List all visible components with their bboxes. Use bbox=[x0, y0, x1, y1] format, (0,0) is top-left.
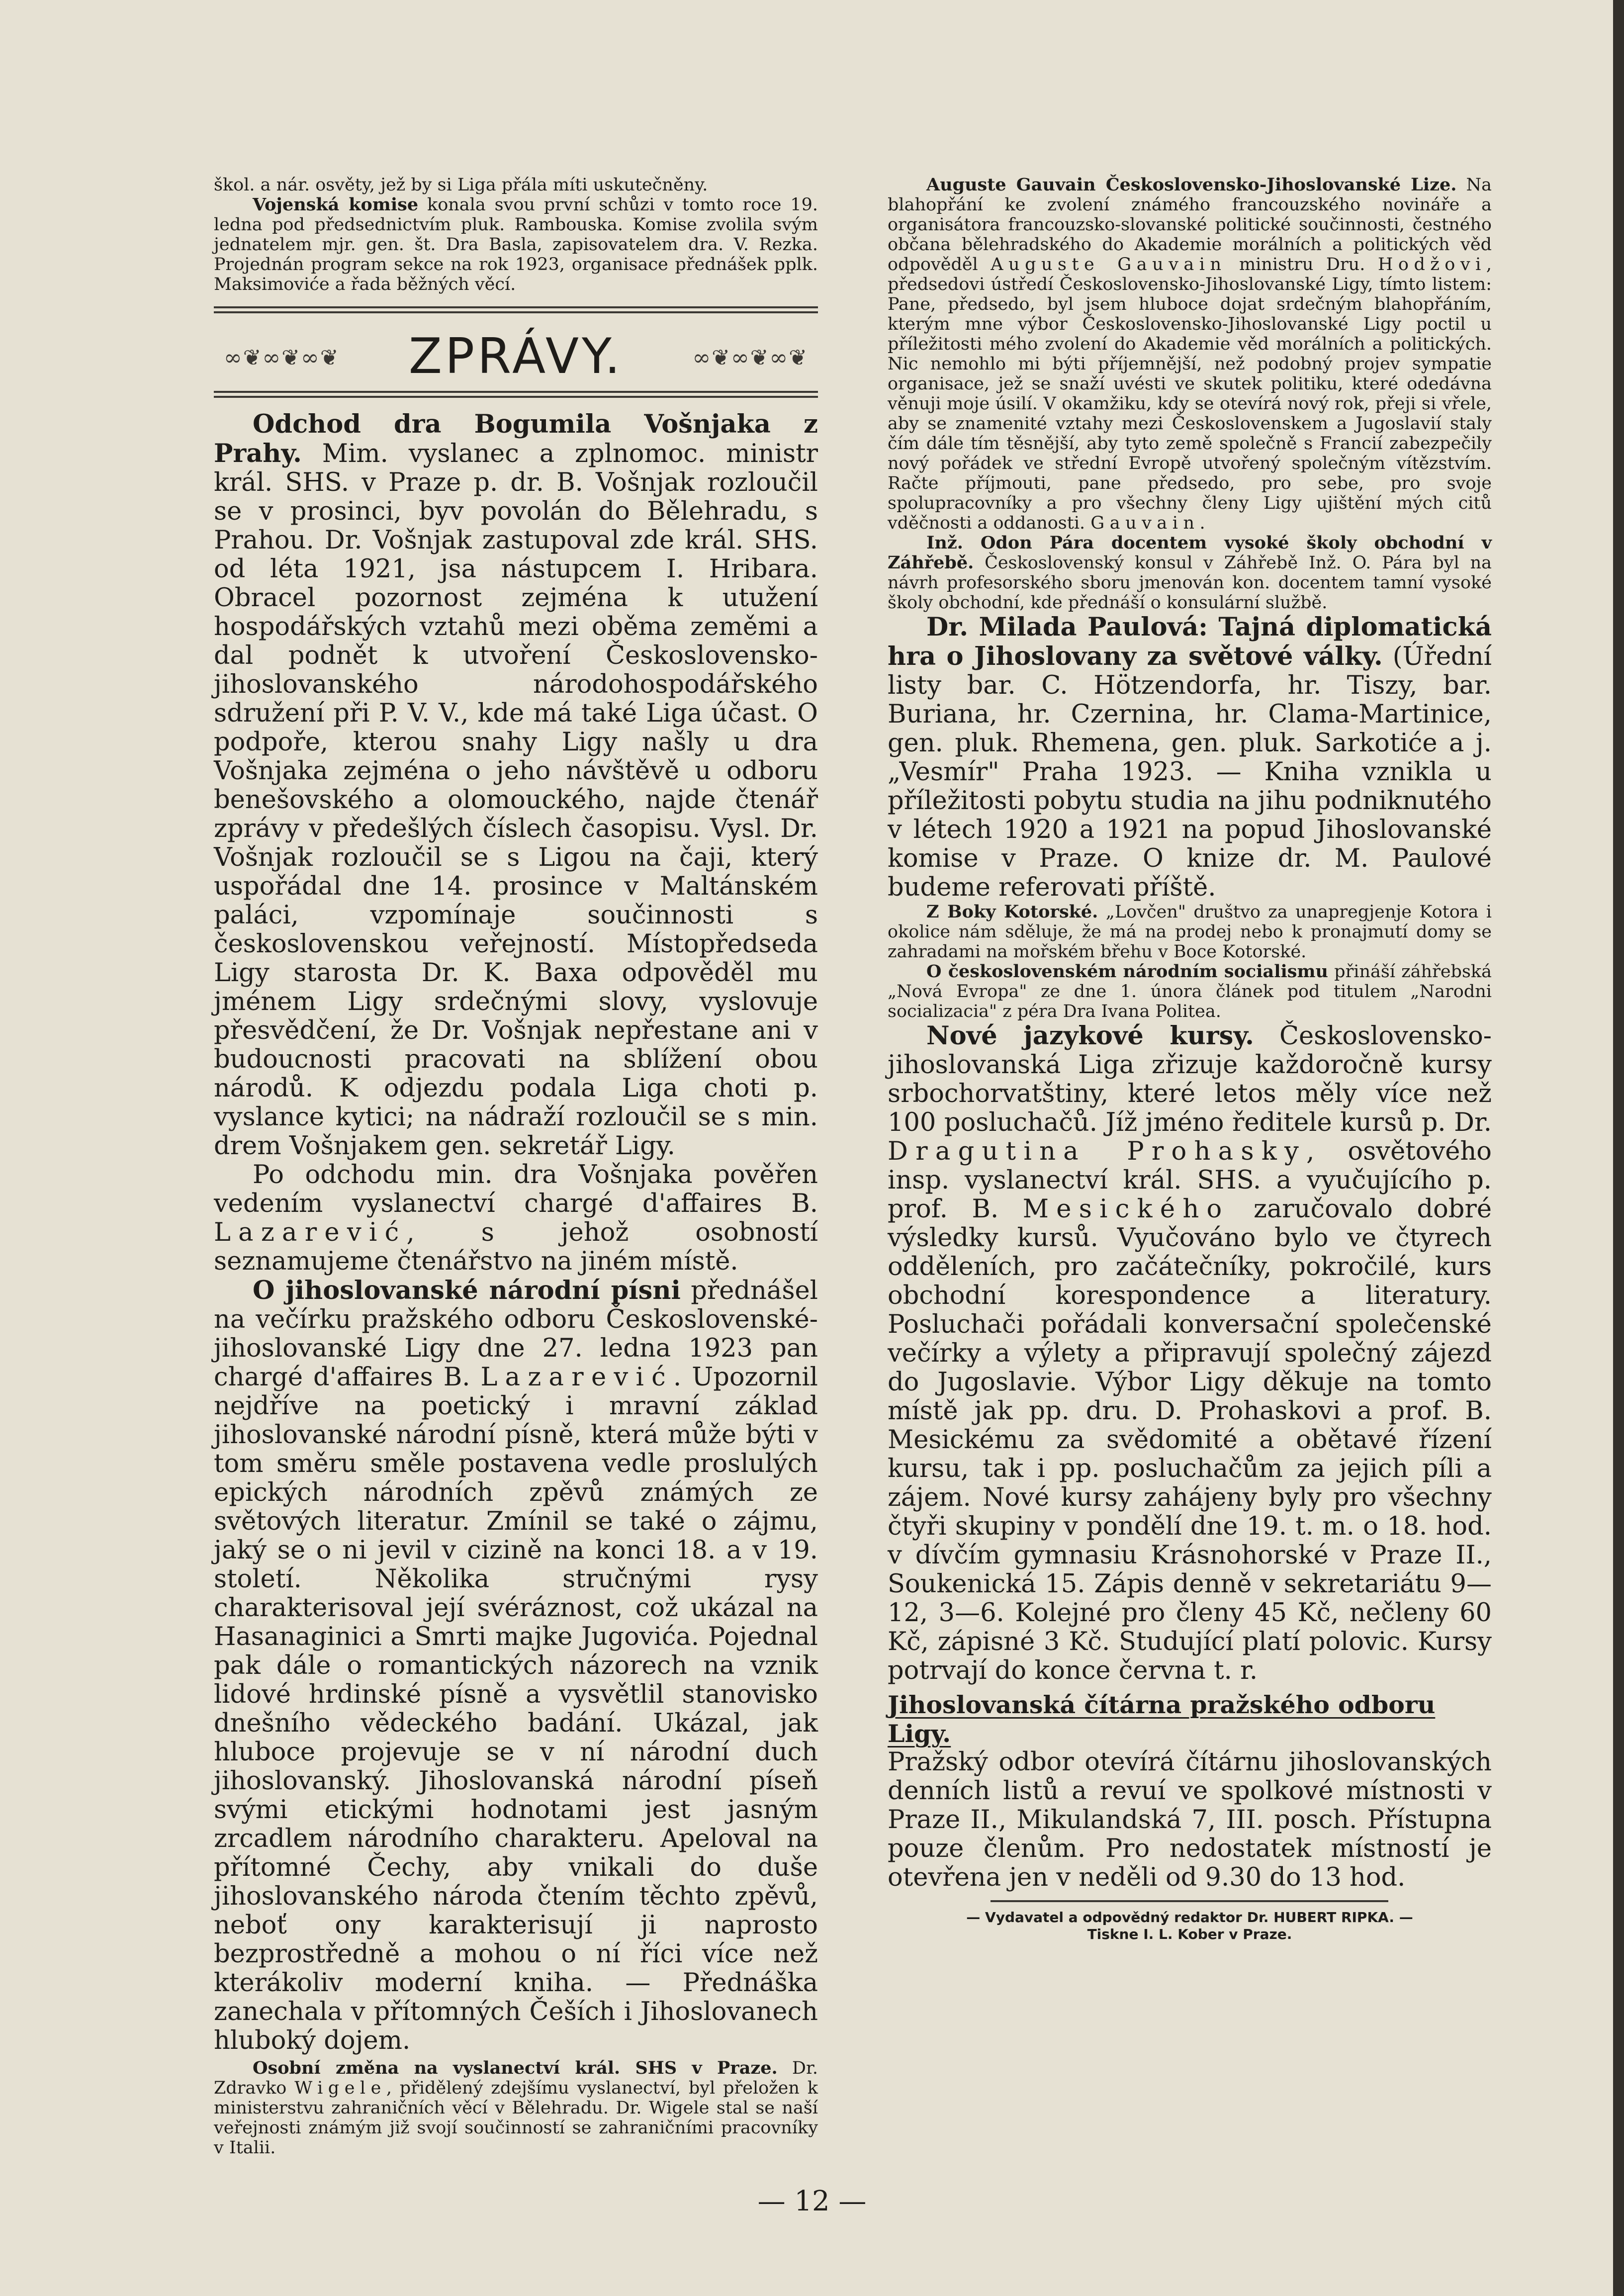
gauvain-text-3: , předsedovi ústředí Československo-Jihoslovanské Ligy, tímto listem: Pane, předsedo, byl jsem hluboce dojat srdečným blahopřáním, kterým mne výbor Československo-Jihoslovanské Ligy poctil u příležitosti mého zvolení do Akademie věd morálních a politických. Nic nemohlo mi býti příjemnější, než podobný projev sympatie organisace, jež se snaží uvésti ve skutek politiku, které odedávna věnuji moje úsilí. V okamžiku, kdy se otevírá nový rok, přeji si vřele, aby se znamenité vztahy mezi Československem a Jugoslavií staly čím dále tím těsnější, aby tyto země společně s Francií zabezpečily nový pořádek ve střední Evropě utvořený společným vítězstvím. Račte příjmouti, pane předsedo, pro sebe, pro svoje spolupracovníky a pro všechny členy Ligy ujištění mých citů vděčnosti a oddanosti. bbox=[888, 255, 1492, 533]
gauvain-signature: Gauvain. bbox=[1090, 513, 1211, 533]
imprint-printer: Tiskne I. L. Kober v Praze. bbox=[1087, 1926, 1292, 1942]
binding-edge bbox=[1613, 0, 1624, 2296]
kursy-item bbox=[888, 1021, 1492, 1685]
boky-title: Z Boky Kotorské. bbox=[926, 902, 1098, 922]
gauvain-item bbox=[888, 175, 1492, 533]
rule-bottom-1 bbox=[214, 391, 818, 393]
osobni-zmena-text: Dr. Zdravko bbox=[214, 2058, 818, 2098]
boky-text: „Lovčen" društvo za unapregjenje Kotora i okolice nám sděluje, že má na prodej nebo k pronajmutí domy se zahradami na mořském břehu v Boce Kotorské. bbox=[888, 902, 1492, 962]
osobni-zmena-name: Wigele bbox=[294, 2078, 386, 2098]
vosnjak-title: Odchod dra Bogumila Vošnjaka z Prahy. bbox=[214, 409, 818, 468]
vosnjak-p2-name: Lazarević bbox=[214, 1218, 407, 1247]
citarna-heading bbox=[888, 1690, 1492, 1748]
gauvain-title: Auguste Gauvain Československo-Jihoslovanské Lize. bbox=[926, 175, 1457, 195]
pisni-item bbox=[214, 1276, 818, 2055]
paulova-item bbox=[888, 613, 1492, 902]
pisni-text: přednášel na večírku pražského odboru Československé-jihoslovanské Ligy dne 27. ledna 1923 pan chargé d'affaires B. bbox=[214, 1276, 818, 1392]
vosnjak-item bbox=[214, 410, 818, 1161]
vosnjak-text: Mim. vyslanec a zplnomoc. ministr král. SHS. v Praze p. dr. B. Vošnjak rozloučil se v prosinci, byv povolán do Bělehradu, s Prahou. Dr. Vošnjak zastupoval zde král. SHS. od léta 1921, jsa nástupcem I. Hribara. Obracel pozornost zejména k utužení hospodářských vztahů mezi oběma zeměmi a dal podnět k utvoření Československo-jihoslovanského národohospodářského sdružení při P. V. V., kde má také Liga účast. O podpoře, kterou snahy Ligy našly u dra Vošnjaka zejména o jeho návštěvě u odboru benešovského a olomouckého, najde čtenář zprávy v předešlých číslech časopisu. Vysl. Dr. Vošnjak rozloučil se s Ligou na čaji, který uspořádal dne 14. prosince v Maltánském paláci, vzpomínaje součinnosti s československou veřejností. Místopředseda Ligy starosta Dr. K. Baxa odpověděl mu jménem Ligy srdečnými slovy, vyslovuje přesvědčení, že Dr. Vošnjak nepřestane ani v budoucnosti pracovati na sblížení obou národů. K odjezdu podala Liga choti p. vyslance kytici; na nádraží rozloučil se s min. drem Vošnjakem gen. sekretář Ligy. bbox=[214, 439, 818, 1161]
kursy-title: Nové jazykové kursy. bbox=[926, 1021, 1254, 1051]
vojenska-komise-text: konala svou první schůzi v tomto roce 19. ledna pod předsednictvím pluk. Rambouska. Komise zvolila svým jednatelem mjr. gen. št. Dra Basla, zapisovatelem dra. V. Rezka. Projednán program sekce na rok 1923, organisace přednášek pplk. Maksimoviće a řada běžných věcí. bbox=[214, 195, 818, 294]
section-heading bbox=[214, 301, 818, 401]
para-text: Československý konsul v Záhřebě Inž. O. Pára byl na návrh profesorského sboru jmenován kon. docentem tamní vysoké školy obchodní, kde přednáší o konsulární službě. bbox=[888, 553, 1492, 613]
rule-top-2 bbox=[214, 311, 818, 313]
paulova-text: (Úřední listy bar. C. Hötzendorfa, hr. Tiszy, bar. Buriana, hr. Czernina, hr. Clama-Martinice, gen. pluk. Rhemena, gen. pluk. Sarkotiće a j. „Vesmír" Praha 1923. — Kniha vznikla u příležitosti pobytu studia na jihu podniknutého v létech 1920 a 1921 na popud Jihoslovanské komise v Praze. O knize dr. M. Paulové budeme referovati příště. bbox=[888, 642, 1492, 902]
rule-top-1 bbox=[214, 306, 818, 308]
left-column bbox=[214, 175, 818, 2158]
ornament-left-icon: ∞❦∞❦∞❦ bbox=[224, 345, 340, 370]
socialismus-title: O československém národním socialismu bbox=[926, 961, 1328, 982]
socialismus-text: přináší záhřebská „Nová Evropa" ze dne 1. února článek pod titulem „Narodni socializacia" z péra Dra Ivana Politea. bbox=[888, 962, 1492, 1021]
gauvain-name-1: Auguste Gauvain bbox=[991, 255, 1227, 275]
socialismus-item bbox=[888, 962, 1492, 1021]
gauvain-text: Na blahopřání ke zvolení známého francouzského novináře a organisátora francouzsko-slovanské politické součinnosti, čestného občana bělehradského do Akademie morálních a politických věd odpověděl bbox=[888, 175, 1492, 275]
rule-bottom-2 bbox=[214, 396, 818, 398]
right-column bbox=[888, 175, 1492, 1943]
osobni-zmena-item bbox=[214, 2058, 818, 2158]
pisni-title: O jihoslovanské národní písni bbox=[253, 1276, 681, 1305]
citarna-text: Pražský odbor otevírá čítárnu jihoslovanských denních listů a revuí ve spolkové místnosti v Praze II., Mikulandská 7, III. posch. Přístupna pouze členům. Pro nedostatek místností je otevřena jen v neděli od 9.30 do 13 hod. bbox=[888, 1747, 1492, 1892]
page-number: — 12 — bbox=[757, 2185, 867, 2217]
kursy-text-2: , osvětového insp. vyslanectví král. SHS. a vyučujícího p. prof. B. bbox=[888, 1137, 1492, 1224]
intro-text: škol. a nár. osvěty, jež by si Liga přála míti uskutečněny. bbox=[214, 175, 708, 195]
pisni-text-end: . Upozornil nejdříve na poetický i mravní základ jihoslovanské národní písně, která může býti v tom směru směle postavena vedle proslulých epických národních zpěvů známých ze světových literatur. Zmínil se také o zájmu, jaký se o ni jevil v cizině na konci 18. a v 19. století. Několika stručnými rysy charakterisoval její svéráznost, což ukázal na Hasanaginici a Smrti majke Jugovića. Pojednal pak dále o romantických názorech na vznik lidové hrdinské písně a vysvětlil stanovisko dnešního vědeckého badání. Ukázal, jak hluboce projevuje se v ní národní duch jihoslovanský. Jihoslovanská národní píseň svými etickými hodnotami jest jasným zrcadlem národního charakteru. Apeloval na přítomné Čechy, aby vnikali do duše jihoslovanského národa čtením těchto zpěvů, neboť ony karakterisují ji naprosto bezprostředně a mohou o ní říci více než kterákoliv moderní kniha. — Přednáška zanechala v přítomných Češích i Jihoslovanech hluboký dojem. bbox=[214, 1363, 818, 2055]
osobni-zmena-text-end: , přidělený zdejšímu vyslanectví, byl přeložen k ministerstvu zahraničních věcí v Bělehradu. Dr. Wigele stal se naší veřejnosti známým již svojí součinností se zahraničními pracovníky v Italii. bbox=[214, 2078, 818, 2158]
osobni-zmena-title: Osobní změna na vyslanectví král. SHS v Praze. bbox=[253, 2058, 778, 2078]
gauvain-name-2: Hodžovi bbox=[1377, 255, 1486, 275]
vosnjak-item-2 bbox=[214, 1161, 818, 1276]
kursy-name-1: Dragutina Prohasky bbox=[888, 1137, 1307, 1166]
vosnjak-p2-text-end: , s jehož osobností seznamujeme čtenářstvo na jiném místě. bbox=[214, 1218, 818, 1276]
imprint-rule bbox=[991, 1900, 1388, 1902]
imprint-publisher: — Vydavatel a odpovědný redaktor Dr. HUBERT RIPKA. — bbox=[966, 1909, 1413, 1926]
section-title: ZPRÁVY. bbox=[408, 328, 624, 385]
kursy-text: Československo-jihoslovanská Liga zřizuje každoročně kursy srbochorvatštiny, které letos měly více než 100 posluchačů. Jíž jméno ředitele kursů p. Dr. bbox=[888, 1021, 1492, 1137]
citarna-title: Jihoslovanská čítárna pražského odboru Ligy. bbox=[888, 1690, 1436, 1748]
pisni-name: Lazarević bbox=[480, 1363, 674, 1392]
paulova-title: Dr. Milada Paulová: Tajná diplomatická hra o Jihoslovany za světové války. bbox=[888, 612, 1492, 671]
boky-item bbox=[888, 902, 1492, 962]
kursy-name-2: Mesického bbox=[1022, 1194, 1230, 1224]
gauvain-text-2: ministru Dru. bbox=[1226, 255, 1365, 275]
vojenska-komise-title: Vojenská komise bbox=[253, 194, 419, 215]
vojenska-komise-item bbox=[214, 195, 818, 294]
vosnjak-p2-text: Po odchodu min. dra Vošnjaka pověřen vedením vyslanectví chargé d'affaires B. bbox=[214, 1160, 818, 1218]
para-item bbox=[888, 533, 1492, 613]
ornament-right-icon: ∞❦∞❦∞❦ bbox=[692, 345, 808, 370]
para-title: Inž. Odon Pára docentem vysoké školy obchodní v Záhřebě. bbox=[888, 533, 1492, 573]
kursy-text-3: zaručovalo dobré výsledky kursů. Vyučováno bylo ve čtyrech odděleních, pro začátečníky, pokročilé, kurs obchodní korespondence a literatury. Posluchači pořádali konversační společenské večírky a výlety a připravují společný zájezd do Jugoslavie. Výbor Ligy děkuje na tomto místě jak pp. dru. D. Prohaskovi a prof. B. Mesickému za svědomité a obětavé řízení kursu, tak i pp. posluchačům za jejich píli a zájem. Nové kursy zahájeny byly pro všechny čtyři skupiny v pondělí dne 19. t. m. o 18. hod. v dívčím gymnasiu Krásnohorské v Praze II., Soukenická 15. Zápis denně v sekretariátu 9—12, 3—6. Kolejné pro členy 45 Kč, nečleny 60 Kč, zápisné 3 Kč. Studující platí polovic. Kursy potrvají do konce června t. r. bbox=[888, 1194, 1492, 1685]
